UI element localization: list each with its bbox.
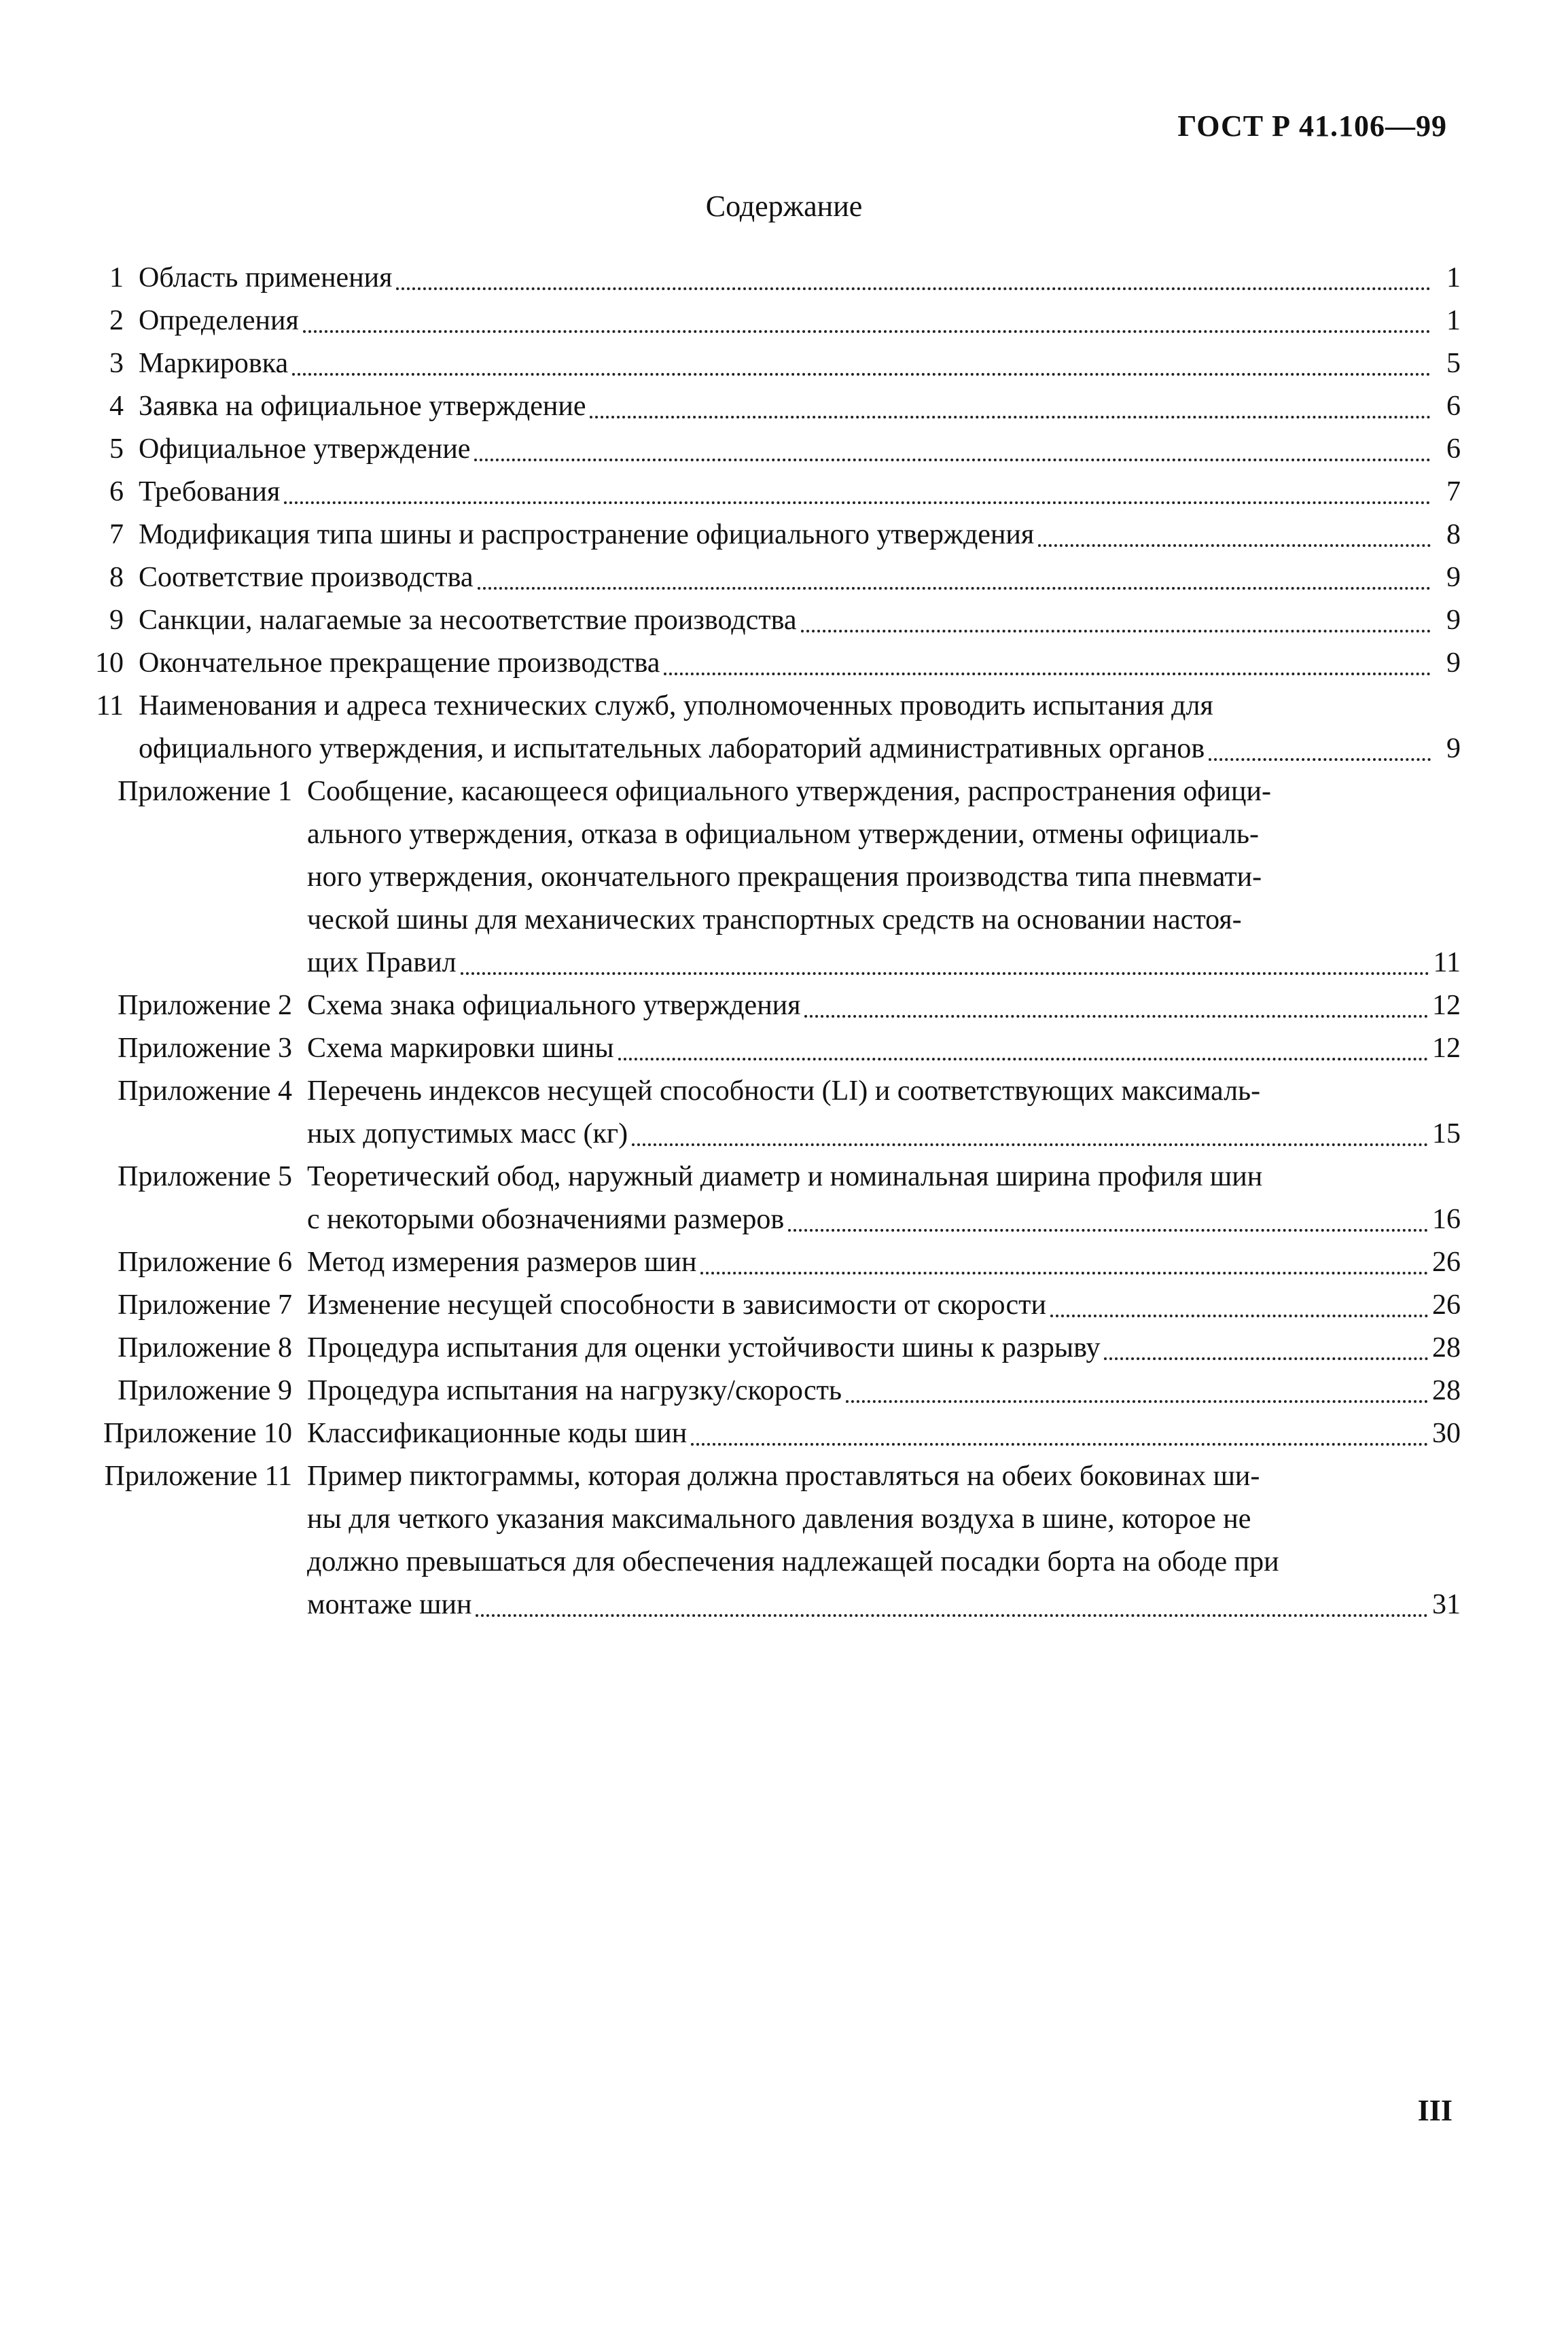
dot-leader bbox=[801, 630, 1431, 632]
toc-appendix-entry bbox=[88, 1027, 1461, 1070]
entry-page-number: 26 bbox=[1432, 1247, 1461, 1278]
entry-title-text: Схема знака официального утверждения bbox=[307, 990, 801, 1021]
entry-title-text: Область применения bbox=[139, 262, 393, 293]
section-number: 4 bbox=[109, 391, 124, 422]
dot-leader bbox=[303, 330, 1431, 333]
entry-last-line bbox=[307, 1198, 1461, 1241]
entry-last-line bbox=[307, 942, 1461, 984]
entry-page-number: 16 bbox=[1432, 1204, 1461, 1235]
toc-section-entry bbox=[88, 385, 1461, 428]
entry-last-line bbox=[139, 471, 1461, 514]
toc-appendix-entry bbox=[88, 770, 1461, 984]
entry-title-block bbox=[139, 257, 1461, 300]
dot-leader bbox=[396, 287, 1431, 290]
entry-title-line: Наименования и адреса технических служб, уполномоченных проводить испытания для bbox=[139, 690, 1213, 721]
toc-appendix-entry bbox=[88, 1156, 1461, 1241]
entry-last-line bbox=[139, 385, 1461, 428]
dot-leader bbox=[1038, 544, 1431, 547]
entry-title-text: Процедура испытания для оценки устойчивости шины к разрыву bbox=[307, 1332, 1101, 1363]
entry-title-block bbox=[307, 1370, 1461, 1412]
entry-title-line: Перечень индексов несущей способности (LI) и соответствующих максималь- bbox=[307, 1075, 1261, 1107]
entry-last-line bbox=[139, 728, 1461, 770]
entry-title-line: должно превышаться для обеспечения надлежащей посадки борта на ободе при bbox=[307, 1546, 1279, 1577]
entry-title-block bbox=[139, 342, 1461, 385]
entry-title-block bbox=[307, 1412, 1461, 1455]
entry-last-line bbox=[307, 984, 1461, 1027]
entry-title-text: Официальное утверждение bbox=[139, 433, 471, 465]
dot-leader bbox=[476, 1614, 1428, 1617]
dot-leader bbox=[691, 1443, 1428, 1446]
section-number: 7 bbox=[109, 519, 124, 550]
dot-leader bbox=[632, 1143, 1428, 1146]
entry-title-text: Метод измерения размеров шин bbox=[307, 1247, 697, 1278]
entry-title-line: ческой шины для механических транспортных средств на основании настоя- bbox=[307, 904, 1242, 935]
toc-appendix-entry bbox=[88, 1284, 1461, 1327]
toc-section-entry bbox=[88, 428, 1461, 471]
entry-title-block bbox=[139, 428, 1461, 471]
page-number: III bbox=[1417, 2094, 1453, 2127]
entry-title-block bbox=[139, 471, 1461, 514]
dot-leader bbox=[1050, 1315, 1428, 1317]
entry-title-block bbox=[307, 1455, 1461, 1626]
entry-last-line bbox=[307, 1284, 1461, 1327]
entry-title-block bbox=[139, 300, 1461, 342]
entry-title-text: Схема маркировки шины bbox=[307, 1033, 614, 1064]
appendix-label: Приложение 9 bbox=[118, 1375, 292, 1406]
entry-page-number: 6 bbox=[1446, 391, 1461, 422]
entry-title-text: Изменение несущей способности в зависимости от скорости bbox=[307, 1289, 1046, 1321]
toc-section-entry bbox=[88, 556, 1461, 599]
entry-last-line bbox=[139, 642, 1461, 685]
section-number: 2 bbox=[109, 305, 124, 336]
toc-section-entry bbox=[88, 342, 1461, 385]
entry-last-line bbox=[139, 599, 1461, 642]
section-number: 9 bbox=[109, 605, 124, 636]
entry-page-number: 30 bbox=[1432, 1418, 1461, 1449]
entry-page-number: 9 bbox=[1446, 647, 1461, 679]
entry-title-block bbox=[139, 385, 1461, 428]
entry-title-block bbox=[139, 642, 1461, 685]
toc-section-entry bbox=[88, 642, 1461, 685]
entry-title-text: официального утверждения, и испытательных лабораторий административных органов bbox=[139, 733, 1205, 764]
entry-page-number: 9 bbox=[1446, 605, 1461, 636]
entry-page-number: 28 bbox=[1432, 1375, 1461, 1406]
entry-page-number: 9 bbox=[1446, 562, 1461, 593]
entry-last-line bbox=[139, 514, 1461, 556]
entry-page-number: 31 bbox=[1432, 1589, 1461, 1620]
entry-title-text: Санкции, налагаемые за несоответствие производства bbox=[139, 605, 797, 636]
dot-leader bbox=[700, 1272, 1428, 1274]
entry-last-line bbox=[307, 1412, 1461, 1455]
dot-leader bbox=[461, 972, 1429, 975]
entry-last-line bbox=[307, 1370, 1461, 1412]
toc-section-entry bbox=[88, 685, 1461, 770]
toc-appendix-entry bbox=[88, 1070, 1461, 1156]
entry-page-number: 12 bbox=[1432, 990, 1461, 1021]
toc-appendix-entry bbox=[88, 1327, 1461, 1370]
dot-leader bbox=[292, 373, 1431, 376]
appendix-label: Приложение 4 bbox=[118, 1075, 292, 1107]
entry-title-line: Сообщение, касающееся официального утверждения, распространения офици- bbox=[307, 776, 1271, 807]
section-number: 6 bbox=[109, 476, 124, 507]
dot-leader bbox=[284, 501, 1431, 504]
entry-title-line: Теоретический обод, наружный диаметр и номинальная ширина профиля шин bbox=[307, 1161, 1263, 1192]
toc-appendix-entry bbox=[88, 1370, 1461, 1412]
entry-page-number: 1 bbox=[1446, 305, 1461, 336]
entry-title-text: Модификация типа шины и распространение официального утверждения bbox=[139, 519, 1035, 550]
entry-title-text: ных допустимых масс (кг) bbox=[307, 1118, 628, 1149]
entry-last-line bbox=[139, 556, 1461, 599]
appendix-label: Приложение 10 bbox=[103, 1418, 292, 1449]
entry-title-block bbox=[307, 1327, 1461, 1370]
section-number: 1 bbox=[109, 262, 124, 293]
entry-page-number: 7 bbox=[1446, 476, 1461, 507]
entry-title-block bbox=[307, 1070, 1461, 1156]
entry-last-line bbox=[139, 257, 1461, 300]
entry-page-number: 26 bbox=[1432, 1289, 1461, 1321]
entry-last-line bbox=[139, 428, 1461, 471]
appendix-label: Приложение 8 bbox=[118, 1332, 292, 1363]
entry-title-block bbox=[307, 1284, 1461, 1327]
table-of-contents bbox=[88, 257, 1461, 1626]
entry-title-text: Требования bbox=[139, 476, 281, 507]
entry-page-number: 12 bbox=[1432, 1033, 1461, 1064]
entry-title-text: Заявка на официальное утверждение bbox=[139, 391, 586, 422]
entry-title-text: Определения bbox=[139, 305, 299, 336]
toc-section-entry bbox=[88, 300, 1461, 342]
entry-title-text: Соответствие производства bbox=[139, 562, 474, 593]
toc-title: Содержание bbox=[705, 190, 863, 223]
section-number: 3 bbox=[109, 348, 124, 379]
entry-title-text: щих Правил bbox=[307, 947, 457, 978]
entry-title-text: монтаже шин bbox=[307, 1589, 472, 1620]
toc-appendix-entry bbox=[88, 1412, 1461, 1455]
dot-leader bbox=[1209, 758, 1431, 761]
dot-leader bbox=[664, 673, 1431, 675]
entry-title-line: ального утверждения, отказа в официальном утверждении, отмены официаль- bbox=[307, 819, 1259, 850]
dot-leader bbox=[474, 459, 1431, 461]
entry-title-block bbox=[307, 770, 1461, 984]
entry-page-number: 11 bbox=[1433, 947, 1461, 978]
entry-page-number: 5 bbox=[1446, 348, 1461, 379]
section-number: 5 bbox=[109, 433, 124, 465]
entry-title-block bbox=[307, 984, 1461, 1027]
section-number: 11 bbox=[96, 690, 124, 721]
dot-leader bbox=[618, 1058, 1428, 1060]
entry-title-block bbox=[139, 556, 1461, 599]
entry-page-number: 28 bbox=[1432, 1332, 1461, 1363]
document-code: ГОСТ Р 41.106—99 bbox=[1177, 109, 1447, 143]
dot-leader bbox=[590, 416, 1431, 418]
entry-page-number: 15 bbox=[1432, 1118, 1461, 1149]
entry-last-line bbox=[307, 1327, 1461, 1370]
entry-last-line bbox=[307, 1027, 1461, 1070]
entry-last-line bbox=[307, 1241, 1461, 1284]
appendix-label: Приложение 7 bbox=[118, 1289, 292, 1321]
toc-appendix-entry bbox=[88, 1455, 1461, 1626]
dot-leader bbox=[478, 587, 1431, 590]
entry-title-line: ны для четкого указания максимального давления воздуха в шине, которое не bbox=[307, 1503, 1251, 1535]
entry-title-block bbox=[307, 1156, 1461, 1241]
dot-leader bbox=[1104, 1357, 1428, 1360]
entry-title-text: с некоторыми обозначениями размеров bbox=[307, 1204, 785, 1235]
section-number: 10 bbox=[95, 647, 124, 679]
toc-appendix-entry bbox=[88, 1241, 1461, 1284]
entry-last-line bbox=[307, 1113, 1461, 1156]
entry-title-text: Классификационные коды шин bbox=[307, 1418, 688, 1449]
toc-appendix-entry bbox=[88, 984, 1461, 1027]
entry-page-number: 9 bbox=[1446, 733, 1461, 764]
entry-last-line bbox=[307, 1584, 1461, 1626]
entry-page-number: 8 bbox=[1446, 519, 1461, 550]
section-number: 8 bbox=[109, 562, 124, 593]
dot-leader bbox=[804, 1015, 1428, 1018]
entry-title-text: Процедура испытания на нагрузку/скорость bbox=[307, 1375, 842, 1406]
entry-title-block bbox=[139, 685, 1461, 770]
toc-section-entry bbox=[88, 599, 1461, 642]
appendix-label: Приложение 1 bbox=[118, 776, 292, 807]
toc-section-entry bbox=[88, 257, 1461, 300]
entry-last-line bbox=[139, 300, 1461, 342]
entry-page-number: 1 bbox=[1446, 262, 1461, 293]
appendix-label: Приложение 11 bbox=[104, 1461, 292, 1492]
entry-title-line: Пример пиктограммы, которая должна проставляться на обеих боковинах ши- bbox=[307, 1461, 1260, 1492]
dot-leader bbox=[788, 1229, 1428, 1232]
appendix-label: Приложение 3 bbox=[118, 1033, 292, 1064]
entry-page-number: 6 bbox=[1446, 433, 1461, 465]
appendix-label: Приложение 2 bbox=[118, 990, 292, 1021]
entry-title-block bbox=[139, 599, 1461, 642]
entry-title-block bbox=[307, 1027, 1461, 1070]
dot-leader bbox=[846, 1400, 1428, 1403]
toc-section-entry bbox=[88, 471, 1461, 514]
toc-section-entry bbox=[88, 514, 1461, 556]
entry-title-line: ного утверждения, окончательного прекращения производства типа пневмати- bbox=[307, 861, 1262, 893]
entry-title-text: Маркировка bbox=[139, 348, 289, 379]
entry-title-block bbox=[139, 514, 1461, 556]
appendix-label: Приложение 5 bbox=[118, 1161, 292, 1192]
entry-last-line bbox=[139, 342, 1461, 385]
appendix-label: Приложение 6 bbox=[118, 1247, 292, 1278]
entry-title-block bbox=[307, 1241, 1461, 1284]
entry-title-text: Окончательное прекращение производства bbox=[139, 647, 660, 679]
